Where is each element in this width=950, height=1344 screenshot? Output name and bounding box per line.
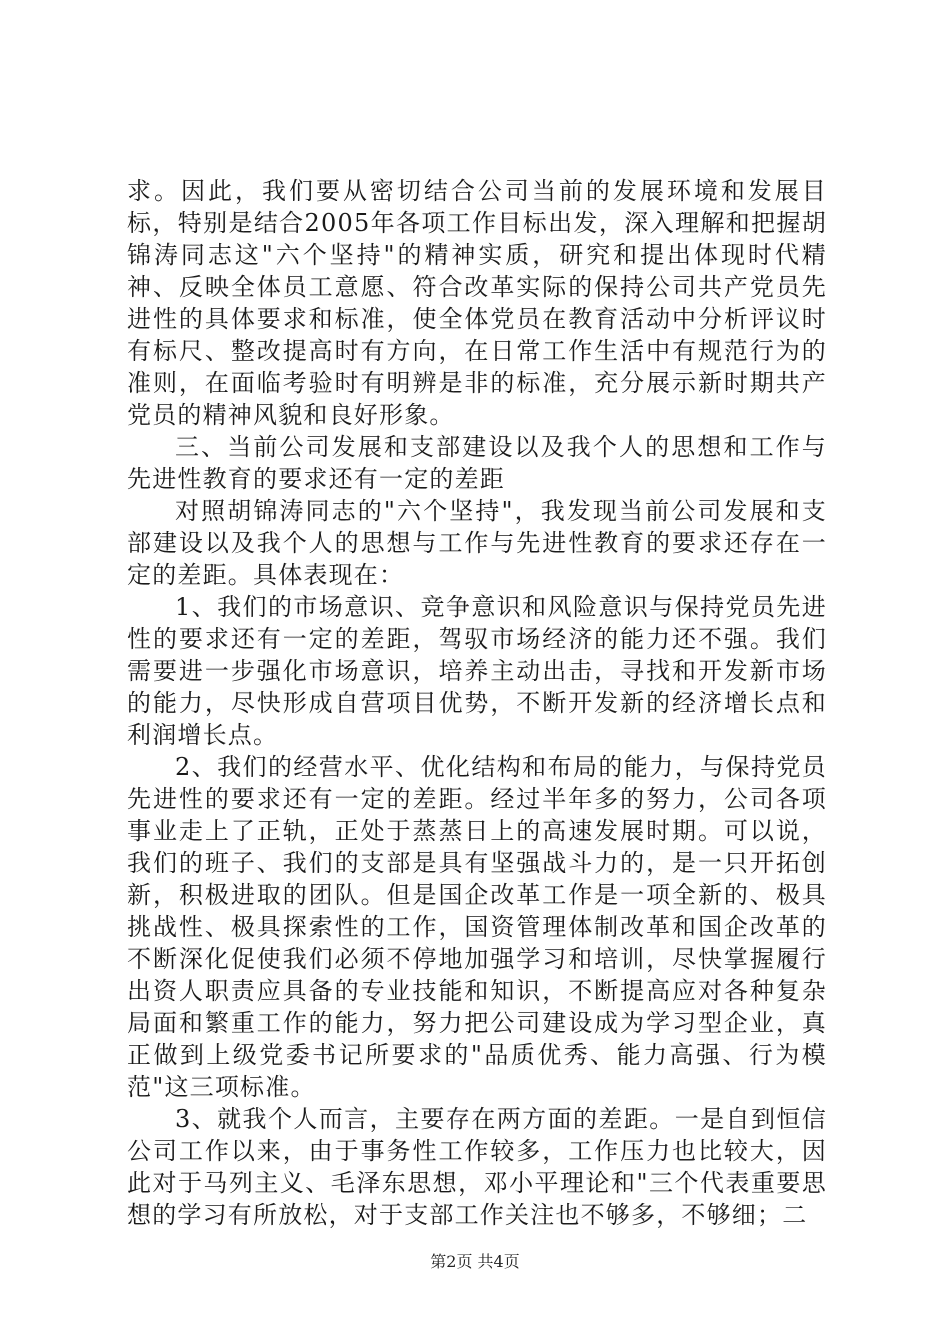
page-number-label: 第2页 共4页 <box>430 1252 520 1271</box>
document-body <box>127 175 827 1231</box>
paragraph-item-3: 3、就我个人而言，主要存在两方面的差距。一是自到恒信公司工作以来，由于事务性工作较多，工作压力也比较大，因此对于马列主义、毛泽东思想，邓小平理论和"三个代表重要思想的学习有所放松，对于支部工作关注也不够多，不够细；二 <box>127 1105 827 1229</box>
paragraph-continuation: 求。因此，我们要从密切结合公司当前的发展环境和发展目标，特别是结合2005年各项工作目标出发，深入理解和把握胡锦涛同志这"六个坚持"的精神实质，研究和提出体现时代精神、反映全体员工意愿、符合改革实际的保持公司共产党员先进性的具体要求和标准，使全体党员在教育活动中分析评议时有标尺、整改提高时有方向，在日常工作生活中有规范行为的准则，在面临考验时有明辨是非的标准，充分展示新时期共产党员的精神风貌和良好形象。 <box>127 177 827 429</box>
page-footer <box>0 1252 950 1272</box>
paragraph-item-2: 2、我们的经营水平、优化结构和布局的能力，与保持党员先进性的要求还有一定的差距。经过半年多的努力，公司各项事业走上了正轨，正处于蒸蒸日上的高速发展时期。可以说，我们的班子、我们的支部是具有坚强战斗力的，是一只开拓创新，积极进取的团队。但是国企改革工作是一项全新的、极具挑战性、极具探索性的工作，国资管理体制改革和国企改革的不断深化促使我们必须不停地加强学习和培训，尽快掌握履行出资人职责应具备的专业技能和知识，不断提高应对各种复杂局面和繁重工作的能力，努力把公司建设成为学习型企业，真正做到上级党委书记所要求的"品质优秀、能力高强、行为模范"这三项标准。 <box>127 753 827 1101</box>
section-heading: 三、当前公司发展和支部建设以及我个人的思想和工作与先进性教育的要求还有一定的差距 <box>127 433 827 493</box>
paragraph-item-1: 1、我们的市场意识、竞争意识和风险意识与保持党员先进性的要求还有一定的差距，驾驭市场经济的能力还不强。我们需要进一步强化市场意识，培养主动出击，寻找和开发新市场的能力，尽快形成自营项目优势，不断开发新的经济增长点和利润增长点。 <box>127 593 827 749</box>
paragraph-intro: 对照胡锦涛同志的"六个坚持"，我发现当前公司发展和支部建设以及我个人的思想与工作与先进性教育的要求还存在一定的差距。具体表现在： <box>127 497 827 589</box>
